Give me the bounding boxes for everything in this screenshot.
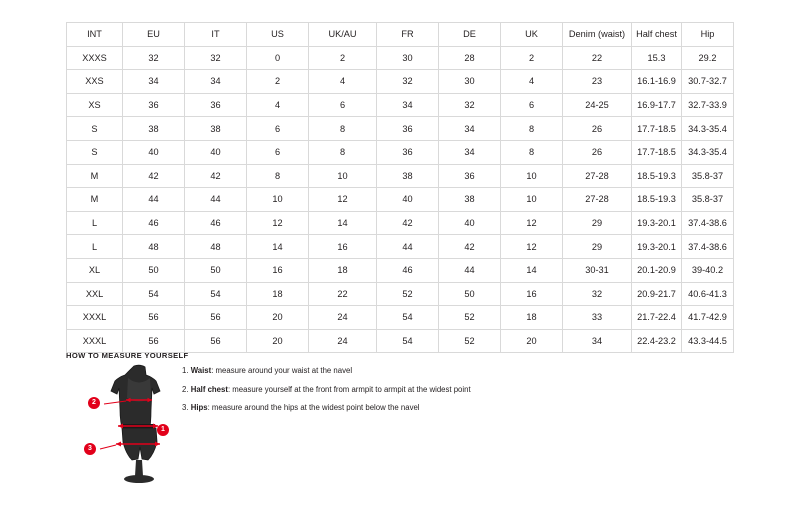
cell-eu: 54 [123, 282, 185, 306]
cell-us: 0 [247, 46, 309, 70]
cell-uk: 4 [501, 70, 563, 94]
cell-it: 54 [185, 282, 247, 306]
table-row [67, 235, 734, 259]
cell-uk-au: 24 [309, 306, 377, 330]
cell-de: 30 [439, 70, 501, 94]
cell-de: 42 [439, 235, 501, 259]
cell-uk: 2 [501, 46, 563, 70]
cell-us: 10 [247, 188, 309, 212]
cell-hip: 41.7-42.9 [682, 306, 734, 330]
hips-leader-line [100, 445, 116, 449]
cell-us: 18 [247, 282, 309, 306]
cell-uk-au: 8 [309, 117, 377, 141]
cell-half-chest: 17.7-18.5 [632, 140, 682, 164]
column-header-it: IT [185, 23, 247, 47]
instruction-number: 3. [182, 403, 189, 413]
cell-de: 40 [439, 211, 501, 235]
instruction-item-hips [182, 403, 612, 413]
cell-hip: 37.4-38.6 [682, 211, 734, 235]
hips-arrow-left-icon [116, 442, 121, 447]
cell-uk: 20 [501, 329, 563, 353]
instruction-term: Hips [190, 403, 208, 413]
cell-de: 50 [439, 282, 501, 306]
cell-eu: 40 [123, 140, 185, 164]
size-chart-table [66, 22, 734, 353]
cell-int: XXXS [67, 46, 123, 70]
cell-uk: 12 [501, 235, 563, 259]
cell-denim: 23 [563, 70, 632, 94]
cell-half-chest: 22.4-23.2 [632, 329, 682, 353]
cell-denim: 29 [563, 235, 632, 259]
cell-uk: 6 [501, 93, 563, 117]
cell-hip: 30.7-32.7 [682, 70, 734, 94]
cell-uk-au: 8 [309, 140, 377, 164]
column-header-uk: UK [501, 23, 563, 47]
how-to-measure-title: HOW TO MEASURE YOURSELF [66, 351, 189, 360]
cell-de: 32 [439, 93, 501, 117]
cell-eu: 56 [123, 306, 185, 330]
cell-eu: 32 [123, 46, 185, 70]
cell-half-chest: 18.5-19.3 [632, 188, 682, 212]
waist-arrow-left-icon [118, 424, 123, 429]
cell-it: 34 [185, 70, 247, 94]
cell-eu: 50 [123, 258, 185, 282]
table-row [67, 93, 734, 117]
cell-uk-au: 12 [309, 188, 377, 212]
cell-int: XXXL [67, 329, 123, 353]
cell-half-chest: 16.1-16.9 [632, 70, 682, 94]
instruction-number: 2. [182, 384, 189, 394]
table-row [67, 211, 734, 235]
cell-de: 36 [439, 164, 501, 188]
instruction-text: : measure around the hips at the widest point below the navel [207, 403, 420, 413]
measurement-instructions [182, 366, 612, 422]
cell-fr: 42 [377, 211, 439, 235]
cell-denim: 32 [563, 282, 632, 306]
cell-int: M [67, 188, 123, 212]
figure-badge-half-chest: 2 [88, 397, 100, 409]
cell-eu: 38 [123, 117, 185, 141]
cell-int: L [67, 235, 123, 259]
table-row [67, 140, 734, 164]
column-header-fr: FR [377, 23, 439, 47]
instruction-text: : measure around your waist at the navel [211, 366, 353, 375]
cell-uk: 8 [501, 140, 563, 164]
column-header-denim-waist: Denim (waist) [563, 23, 632, 47]
cell-us: 8 [247, 164, 309, 188]
cell-eu: 56 [123, 329, 185, 353]
cell-eu: 34 [123, 70, 185, 94]
column-header-eu: EU [123, 23, 185, 47]
cell-hip: 34.3-35.4 [682, 140, 734, 164]
cell-de: 34 [439, 117, 501, 141]
cell-uk: 10 [501, 188, 563, 212]
cell-half-chest: 21.7-22.4 [632, 306, 682, 330]
mannequin-illustration [96, 364, 182, 494]
cell-eu: 42 [123, 164, 185, 188]
cell-denim: 27-28 [563, 164, 632, 188]
cell-it: 56 [185, 329, 247, 353]
cell-it: 36 [185, 93, 247, 117]
cell-it: 48 [185, 235, 247, 259]
column-header-hip: Hip [682, 23, 734, 47]
table-row [67, 46, 734, 70]
table-row [67, 282, 734, 306]
cell-eu: 36 [123, 93, 185, 117]
cell-int: S [67, 117, 123, 141]
instruction-term: Waist [190, 366, 212, 375]
cell-uk: 10 [501, 164, 563, 188]
figure-badge-waist: 1 [157, 424, 169, 436]
cell-hip: 43.3-44.5 [682, 329, 734, 353]
cell-uk-au: 16 [309, 235, 377, 259]
instruction-text: : measure yourself at the front from armpit to armpit at the widest point [227, 384, 471, 394]
cell-uk: 12 [501, 211, 563, 235]
cell-half-chest: 15.3 [632, 46, 682, 70]
cell-uk-au: 14 [309, 211, 377, 235]
cell-half-chest: 20.9-21.7 [632, 282, 682, 306]
table-row [67, 70, 734, 94]
table-row [67, 164, 734, 188]
cell-int: XL [67, 258, 123, 282]
instruction-item-half-chest [182, 385, 612, 395]
figure-badge-hips: 3 [84, 443, 96, 455]
cell-half-chest: 16.9-17.7 [632, 93, 682, 117]
cell-uk: 14 [501, 258, 563, 282]
cell-denim: 26 [563, 140, 632, 164]
cell-eu: 48 [123, 235, 185, 259]
cell-us: 4 [247, 93, 309, 117]
measurement-figure [88, 364, 182, 494]
cell-us: 12 [247, 211, 309, 235]
cell-int: XXXL [67, 306, 123, 330]
cell-hip: 34.3-35.4 [682, 117, 734, 141]
cell-denim: 27-28 [563, 188, 632, 212]
cell-it: 40 [185, 140, 247, 164]
cell-uk-au: 6 [309, 93, 377, 117]
cell-int: XS [67, 93, 123, 117]
cell-it: 46 [185, 211, 247, 235]
cell-uk-au: 18 [309, 258, 377, 282]
cell-de: 38 [439, 188, 501, 212]
stand-base [124, 475, 154, 483]
column-header-int: INT [67, 23, 123, 47]
cell-hip: 35.8-37 [682, 188, 734, 212]
cell-hip: 35.8-37 [682, 164, 734, 188]
cell-hip: 29.2 [682, 46, 734, 70]
cell-denim: 24-25 [563, 93, 632, 117]
cell-fr: 40 [377, 188, 439, 212]
cell-uk-au: 22 [309, 282, 377, 306]
cell-uk-au: 2 [309, 46, 377, 70]
table-header [67, 23, 734, 47]
cell-us: 20 [247, 306, 309, 330]
table-row [67, 329, 734, 353]
cell-us: 16 [247, 258, 309, 282]
cell-us: 6 [247, 140, 309, 164]
column-header-us: US [247, 23, 309, 47]
table-row [67, 117, 734, 141]
cell-hip: 40.6-41.3 [682, 282, 734, 306]
instruction-number: 1. [182, 366, 189, 375]
cell-uk: 16 [501, 282, 563, 306]
cell-half-chest: 19.3-20.1 [632, 235, 682, 259]
cell-hip: 37.4-38.6 [682, 235, 734, 259]
table-row [67, 306, 734, 330]
cell-uk: 18 [501, 306, 563, 330]
cell-half-chest: 20.1-20.9 [632, 258, 682, 282]
cell-denim: 26 [563, 117, 632, 141]
cell-fr: 36 [377, 140, 439, 164]
cell-fr: 54 [377, 306, 439, 330]
cell-half-chest: 19.3-20.1 [632, 211, 682, 235]
cell-hip: 39-40.2 [682, 258, 734, 282]
instruction-term: Half chest [190, 384, 228, 394]
cell-half-chest: 18.5-19.3 [632, 164, 682, 188]
cell-eu: 46 [123, 211, 185, 235]
cell-fr: 32 [377, 70, 439, 94]
cell-hip: 32.7-33.9 [682, 93, 734, 117]
cell-uk: 8 [501, 117, 563, 141]
cell-uk-au: 10 [309, 164, 377, 188]
cell-denim: 29 [563, 211, 632, 235]
cell-it: 38 [185, 117, 247, 141]
cell-it: 44 [185, 188, 247, 212]
cell-de: 52 [439, 306, 501, 330]
cell-fr: 38 [377, 164, 439, 188]
cell-us: 2 [247, 70, 309, 94]
cell-int: XXL [67, 282, 123, 306]
cell-int: M [67, 164, 123, 188]
cell-fr: 52 [377, 282, 439, 306]
cell-int: XXS [67, 70, 123, 94]
cell-fr: 46 [377, 258, 439, 282]
cell-denim: 30-31 [563, 258, 632, 282]
cell-it: 50 [185, 258, 247, 282]
table-header-row [67, 23, 734, 47]
cell-fr: 36 [377, 117, 439, 141]
cell-denim: 34 [563, 329, 632, 353]
cell-us: 20 [247, 329, 309, 353]
cell-int: S [67, 140, 123, 164]
cell-it: 42 [185, 164, 247, 188]
instruction-item-waist [182, 366, 612, 376]
stand-pole [135, 460, 143, 476]
cell-de: 34 [439, 140, 501, 164]
cell-eu: 44 [123, 188, 185, 212]
cell-fr: 34 [377, 93, 439, 117]
cell-denim: 22 [563, 46, 632, 70]
column-header-half-chest: Half chest [632, 23, 682, 47]
cell-fr: 44 [377, 235, 439, 259]
cell-de: 44 [439, 258, 501, 282]
column-header-de: DE [439, 23, 501, 47]
cell-us: 14 [247, 235, 309, 259]
column-header-uk-au: UK/AU [309, 23, 377, 47]
cell-de: 52 [439, 329, 501, 353]
cell-de: 28 [439, 46, 501, 70]
cell-denim: 33 [563, 306, 632, 330]
table-body [67, 46, 734, 353]
cell-it: 32 [185, 46, 247, 70]
cell-uk-au: 4 [309, 70, 377, 94]
cell-it: 56 [185, 306, 247, 330]
size-chart-table-container [66, 22, 733, 353]
table-row [67, 188, 734, 212]
table-row [67, 258, 734, 282]
cell-uk-au: 24 [309, 329, 377, 353]
cell-us: 6 [247, 117, 309, 141]
cell-int: L [67, 211, 123, 235]
cell-half-chest: 17.7-18.5 [632, 117, 682, 141]
cell-fr: 54 [377, 329, 439, 353]
hips-arrow-right-icon [155, 442, 160, 447]
cell-fr: 30 [377, 46, 439, 70]
